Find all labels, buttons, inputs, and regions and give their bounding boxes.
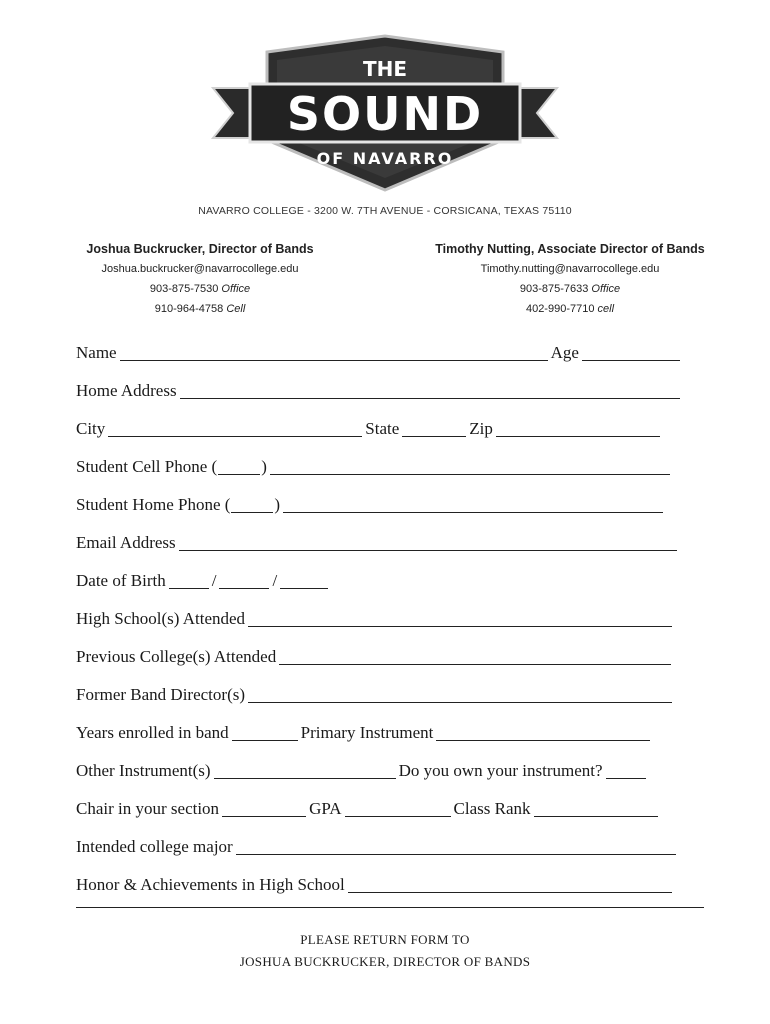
years-instrument-row	[76, 722, 653, 744]
major-row	[76, 836, 679, 858]
home-address-field[interactable]	[180, 382, 680, 399]
email-field[interactable]	[179, 534, 677, 551]
chair-label: Chair in your section	[76, 799, 220, 818]
chair-field[interactable]	[222, 800, 306, 817]
high-school-field[interactable]	[248, 610, 672, 627]
city-field[interactable]	[108, 420, 362, 437]
contact-name: Joshua Buckrucker, Director of Bands	[86, 242, 314, 256]
contact-phone-cell: 402-990-7710	[525, 303, 595, 315]
years-enrolled-field[interactable]	[232, 724, 298, 741]
email-label: Email Address	[76, 533, 176, 552]
name-field[interactable]	[120, 344, 548, 361]
city-label: City	[76, 419, 106, 438]
contact-director	[40, 239, 360, 319]
high-school-row	[76, 608, 675, 630]
dob-separator: /	[272, 571, 278, 590]
contact-phone-office-label: Office	[221, 283, 251, 295]
dob-separator: /	[211, 571, 217, 590]
name-label: Name	[76, 343, 117, 362]
home-address-label: Home Address	[76, 381, 177, 400]
cell-area-code-field[interactable]	[218, 458, 260, 475]
contact-phone-cell-label: Cell	[226, 303, 246, 315]
name-row	[76, 342, 683, 364]
high-school-label: High School(s) Attended	[76, 609, 246, 628]
own-instrument-field[interactable]	[606, 762, 646, 779]
other-instrument-row	[76, 760, 649, 782]
dob-month-field[interactable]	[169, 572, 209, 589]
contact-phone-cell-label: cell	[597, 303, 615, 315]
primary-instrument-field[interactable]	[436, 724, 650, 741]
sound-of-navarro-logo	[205, 30, 565, 195]
honors-label: Honor & Achievements in High School	[76, 875, 345, 894]
logo-text-the: THE	[362, 57, 408, 81]
major-label: Intended college major	[76, 837, 233, 856]
contact-associate-director	[410, 239, 730, 319]
former-director-label: Former Band Director(s)	[76, 685, 246, 704]
former-director-row	[76, 684, 675, 706]
major-field[interactable]	[236, 838, 676, 855]
contact-phone-office: 903-875-7530	[149, 283, 219, 295]
gpa-label: GPA	[309, 799, 342, 818]
contact-name: Timothy Nutting, Associate Director of Bands	[435, 242, 705, 256]
contact-email: Timothy.nutting@navarrocollege.edu	[480, 263, 660, 275]
contact-phone-office: 903-875-7633	[519, 283, 589, 295]
previous-college-field[interactable]	[279, 648, 671, 665]
state-field[interactable]	[402, 420, 466, 437]
dob-label: Date of Birth	[76, 571, 166, 590]
home-phone-field[interactable]	[283, 496, 663, 513]
years-enrolled-label: Years enrolled in band	[76, 723, 229, 742]
email-row	[76, 532, 680, 554]
home-phone-label: Student Home Phone (	[76, 495, 231, 514]
zip-label: Zip	[469, 419, 493, 438]
honors-continuation-line[interactable]	[76, 907, 704, 908]
city-row	[76, 418, 663, 440]
cell-phone-row	[76, 456, 673, 478]
contact-phone-office-label: Office	[591, 283, 621, 295]
footer-return-line: PLEASE RETURN FORM TO	[300, 932, 470, 947]
own-instrument-label: Do you own your instrument?	[398, 761, 603, 780]
home-address-row	[76, 380, 683, 402]
chair-gpa-rank-row	[76, 798, 661, 820]
zip-field[interactable]	[496, 420, 660, 437]
honors-row	[76, 874, 675, 896]
previous-college-row	[76, 646, 674, 668]
home-phone-row	[76, 494, 666, 516]
home-area-code-field[interactable]	[231, 496, 273, 513]
logo-text-navarro: OF NAVARRO	[316, 149, 454, 168]
other-instruments-label: Other Instrument(s)	[76, 761, 211, 780]
other-instruments-field[interactable]	[214, 762, 396, 779]
age-field[interactable]	[582, 344, 680, 361]
dob-day-field[interactable]	[219, 572, 269, 589]
contact-email: Joshua.buckrucker@navarrocollege.edu	[101, 263, 299, 275]
cell-phone-label: Student Cell Phone (	[76, 457, 218, 476]
age-label: Age	[550, 343, 579, 362]
former-director-field[interactable]	[248, 686, 672, 703]
footer-director-line: JOSHUA BUCKRUCKER, DIRECTOR OF BANDS	[239, 954, 531, 969]
cell-phone-paren: )	[261, 457, 267, 476]
cell-phone-field[interactable]	[270, 458, 670, 475]
primary-instrument-label: Primary Instrument	[300, 723, 434, 742]
dob-row	[76, 570, 331, 592]
dob-year-field[interactable]	[280, 572, 328, 589]
contact-phone-cell: 910-964-4758	[154, 303, 224, 315]
previous-college-label: Previous College(s) Attended	[76, 647, 277, 666]
gpa-field[interactable]	[345, 800, 451, 817]
class-rank-field[interactable]	[534, 800, 658, 817]
state-label: State	[365, 419, 400, 438]
honors-field[interactable]	[348, 876, 672, 893]
logo-text-sound: SOUND	[286, 87, 484, 141]
home-phone-paren: )	[274, 495, 281, 514]
college-address: NAVARRO COLLEGE - 3200 W. 7TH AVENUE - CORSICANA, TEXAS 75110	[198, 205, 572, 217]
class-rank-label: Class Rank	[453, 799, 531, 818]
